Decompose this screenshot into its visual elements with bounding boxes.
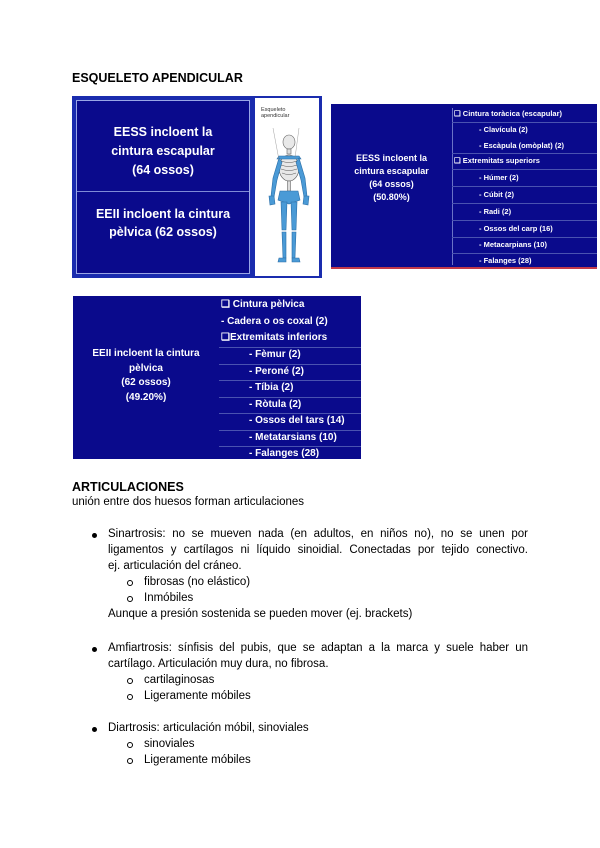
bullet-icon — [92, 533, 97, 538]
slide2-accent-bar — [331, 267, 597, 269]
circle-bullet-icon — [127, 580, 133, 586]
slide3-row-line — [219, 397, 361, 398]
slide2-row-line — [452, 186, 597, 187]
slide3-left-line: (62 ossos) — [121, 377, 171, 388]
sinartrosis-line: ligamentos y cartílagos ni líquido sinoidial. Conectadas por tejido conectivo. — [108, 544, 528, 556]
slide2-item: - Húmer (2) — [479, 173, 519, 182]
slide1-text-panel — [76, 100, 250, 274]
circle-bullet-icon — [127, 742, 133, 748]
slide1-top-text — [77, 123, 249, 180]
slide3-item: - Tíbia (2) — [249, 382, 294, 393]
skeleton-illustration — [255, 98, 319, 276]
slide2-item: - Ossos del carp (16) — [479, 224, 553, 233]
circle-bullet-icon — [127, 758, 133, 764]
slide2-item: ❑ Extremitats superiors — [454, 156, 540, 165]
slide2-row-line — [452, 122, 597, 123]
slide1-top-line: EESS incloent la — [113, 125, 213, 139]
diartrosis-sub-item: sinoviales — [144, 738, 195, 750]
caption-line: Esqueleto — [261, 107, 286, 113]
slide2-row-line — [452, 220, 597, 221]
slide3-row-line — [219, 413, 361, 414]
slide1-divider — [77, 191, 249, 192]
slide1-top-line: (64 ossos) — [132, 163, 194, 177]
sinartrosis-line: Sinartrosis: no se mueven nada (en adultos, en niños no), no se unen por — [108, 528, 528, 540]
slide3-left-line: (49.20%) — [125, 391, 167, 403]
slide3-item: - Ròtula (2) — [249, 399, 302, 410]
slide3-item: ❑Extremitats inferiors — [221, 332, 328, 343]
slide2-row-line — [452, 237, 597, 238]
anfiartrosis-line: Amfiartrosis: sínfisis del pubis, que se adaptan a la marca y suele haber un — [108, 642, 528, 654]
anfiartrosis-sub-item: Ligeramente móbiles — [144, 690, 251, 702]
slide3-row-line — [219, 380, 361, 381]
slide2-item: - Escàpula (omòplat) (2) — [479, 141, 565, 150]
slide3-item: - Peroné (2) — [249, 366, 305, 377]
slide3-left-line: pèlvica — [129, 362, 163, 374]
diartrosis-sub-item: Ligeramente móbiles — [144, 754, 251, 766]
slide3-item: ❑ Cintura pèlvica — [221, 299, 305, 310]
intro-text: unión entre dos huesos forman articulaciones — [72, 496, 305, 508]
slide2-row-line — [452, 203, 597, 204]
bullet-icon — [92, 647, 97, 652]
sinartrosis-note: Aunque a presión sostenida se pueden mover (ej. brackets) — [108, 608, 413, 620]
slide2-left-line: EESS incloent la — [355, 153, 428, 163]
slide1-top-line: cintura escapular — [111, 144, 215, 158]
slide-extremitats-superiors — [331, 104, 597, 269]
slide2-item: - Cúbit (2) — [479, 190, 514, 199]
slide2-item: - Falanges (28) — [479, 256, 532, 265]
heading-esqueleto-apendicular: ESQUELETO APENDICULAR — [72, 71, 243, 85]
slide1-bottom-text — [77, 205, 249, 241]
heading-articulaciones: ARTICULACIONES — [72, 480, 184, 494]
slide-extremitats-inferiors — [73, 296, 361, 459]
slide2-row-line — [452, 169, 597, 170]
anfiartrosis-sub-item: cartilaginosas — [144, 674, 215, 686]
slide2-left-line: (50.80%) — [373, 192, 410, 202]
slide2-item: - Clavícula (2) — [479, 125, 528, 134]
slide-eess-eeii — [72, 96, 322, 278]
skeleton-figure-icon — [255, 98, 319, 276]
slide2-item: - Radi (2) — [479, 207, 512, 216]
slide2-row-line — [452, 153, 597, 154]
slide2-left-text — [331, 152, 452, 204]
slide3-row-line — [219, 430, 361, 431]
slide3-left-text — [73, 347, 219, 405]
slide2-left-line: cintura escapular — [354, 166, 429, 176]
slide3-item: - Metatarsians (10) — [249, 432, 337, 443]
slide3-item: - Fèmur (2) — [249, 349, 301, 360]
slide3-item: - Cadera o os coxal (2) — [221, 316, 328, 327]
sinartrosis-sub-item: fibrosas (no elástico) — [144, 576, 251, 588]
slide3-left-line: EEII incloent la cintura — [92, 348, 200, 359]
caption-line: apendicular — [261, 113, 290, 119]
sinartrosis-line: ej. articulación del cráneo. — [108, 560, 242, 572]
sinartrosis-sub-item: Inmóbiles — [144, 592, 194, 604]
slide2-row-line — [452, 253, 597, 254]
bullet-icon — [92, 727, 97, 732]
slide1-bottom-line: pèlvica (62 ossos) — [109, 225, 217, 239]
slide3-item: - Ossos del tars (14) — [249, 415, 345, 426]
anfiartrosis-line: cartílago. Articulación muy dura, no fibrosa. — [108, 658, 329, 670]
slide3-item: - Falanges (28) — [249, 448, 320, 459]
diartrosis-line: Diartrosis: articulación móbil, sinoviales — [108, 722, 309, 734]
slide2-item: - Metacarpians (10) — [479, 240, 547, 249]
circle-bullet-icon — [127, 678, 133, 684]
slide3-row-line — [219, 347, 361, 348]
slide2-item: ❑ Cintura toràcica (escapular) — [454, 109, 563, 118]
slide1-bottom-line: EEII incloent la cintura — [95, 207, 231, 221]
slide3-row-line — [219, 446, 361, 447]
circle-bullet-icon — [127, 596, 133, 602]
circle-bullet-icon — [127, 694, 133, 700]
slide3-row-line — [219, 364, 361, 365]
slide2-left-line: (64 ossos) — [369, 179, 414, 189]
